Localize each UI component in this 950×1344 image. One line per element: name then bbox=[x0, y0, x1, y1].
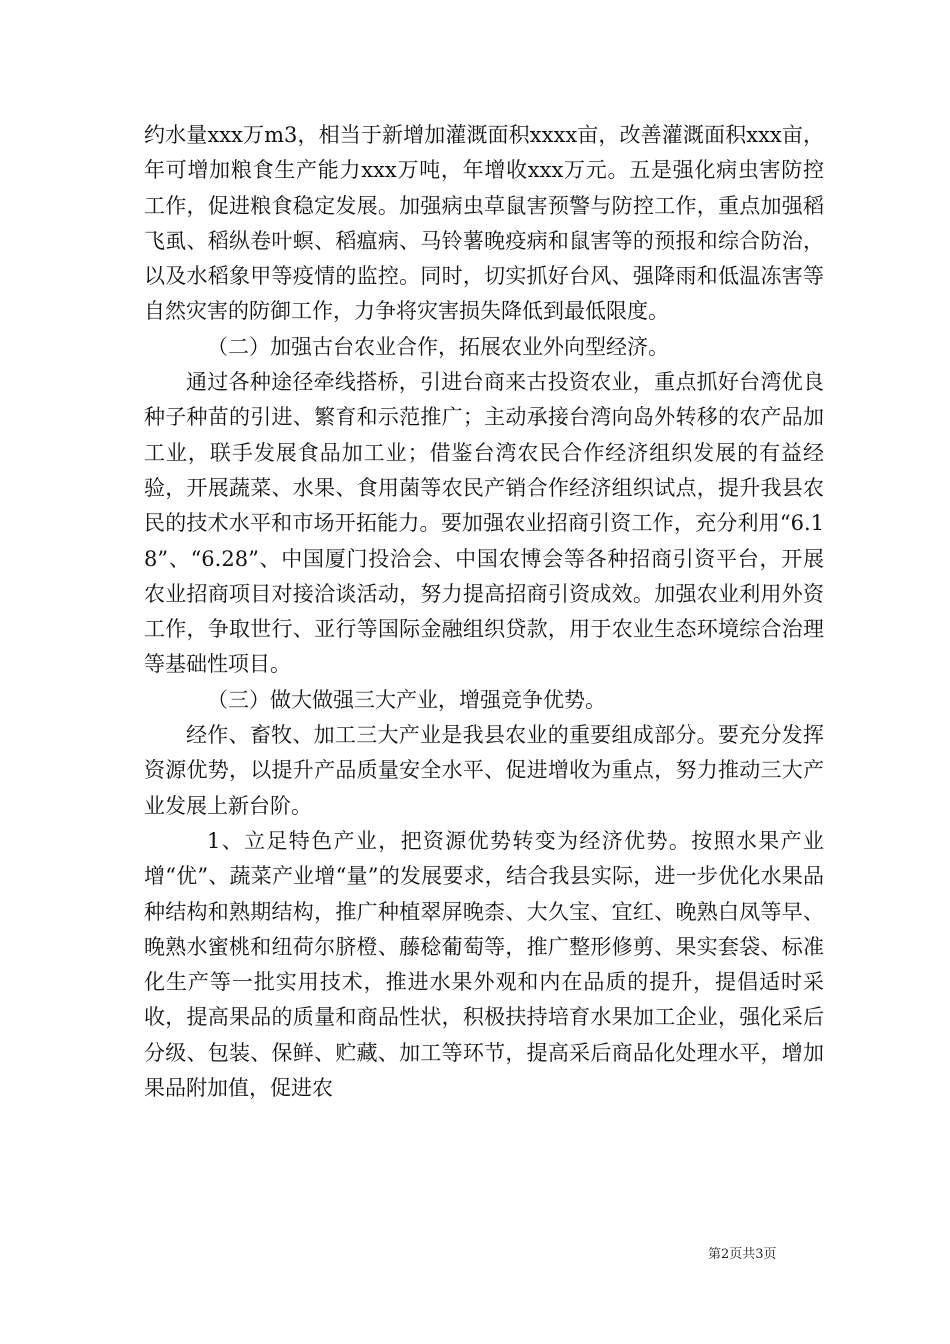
paragraph-continued: 约水量xxx万m3，相当于新增加灌溉面积xxxx亩，改善灌溉面积xxx亩，年可增加粮食生产能力xxx万吨，年增收xxx万元。五是强化病虫害防控工作，促进粮食稳定发展。加强病虫草鼠害预警与防控工作，重点加强稻飞虱、稻纵卷叶螟、稻瘟病、马铃薯晚疫病和鼠害等的预报和综合防治，以及水稻象甲等疫情的监控。同时，切实抓好台风、强降雨和低温冻害等自然灾害的防御工作，力争将灾害损失降低到最低限度。 bbox=[144, 123, 824, 324]
paragraph-taiwan-cooperation: 通过各种途径牵线搭桥，引进台商来古投资农业，重点抓好台湾优良种子种苗的引进、繁育和示范推广；主动承接台湾向岛外转移的农产品加工业，联手发展食品加工业；借鉴台湾农民合作经济组织发展的有益经验，开展蔬菜、水果、食用菌等农民产销合作经济组织试点，提升我县农民的技术水平和市场开拓能力。要加强农业招商引资工作，充分利用“6.18”、“6.28”、中国厦门投洽会、中国农博会等各种招商引资平台，开展农业招商项目对接洽谈活动，努力提高招商引资成效。加强农业利用外资工作，争取世行、亚行等国际金融组织贷款，用于农业生态环境综合治理等基础性项目。 bbox=[144, 370, 824, 677]
page-number-footer: 第2页共3页 bbox=[708, 1247, 777, 1262]
paragraph-featured-industry: 1、立足特色产业，把资源优势转变为经济优势。按照水果产业增“优”、蔬菜产业增“量”的发展要求，结合我县实际，进一步优化水果品种结构和熟期结构，推广种植翠屏晚柰、大久宝、宜红、晚熟白凤等早、晚熟水蜜桃和纽荷尔脐橙、藤稔葡萄等，推广整形修剪、果实套袋、标准化生产等一批实用技术，推进水果外观和内在品质的提升，提倡适时采收，提高果品的质量和商品性状，积极扶持培育水果加工企业，强化采后分级、包装、保鲜、贮藏、加工等环节，提高采后商品化处理水平，增加果品附加值，促进农 bbox=[144, 828, 824, 1101]
paragraph-three-industries: 经作、畜牧、加工三大产业是我县农业的重要组成部分。要充分发挥资源优势，以提升产品质量安全水平、促进增收为重点，努力推动三大产业发展上新台阶。 bbox=[144, 723, 824, 818]
section-heading-2: （二）加强古台农业合作，拓展农业外向型经济。 bbox=[207, 334, 669, 359]
document-body bbox=[144, 118, 824, 1106]
section-heading-3: （三）做大做强三大产业，增强竞争优势。 bbox=[207, 687, 606, 712]
